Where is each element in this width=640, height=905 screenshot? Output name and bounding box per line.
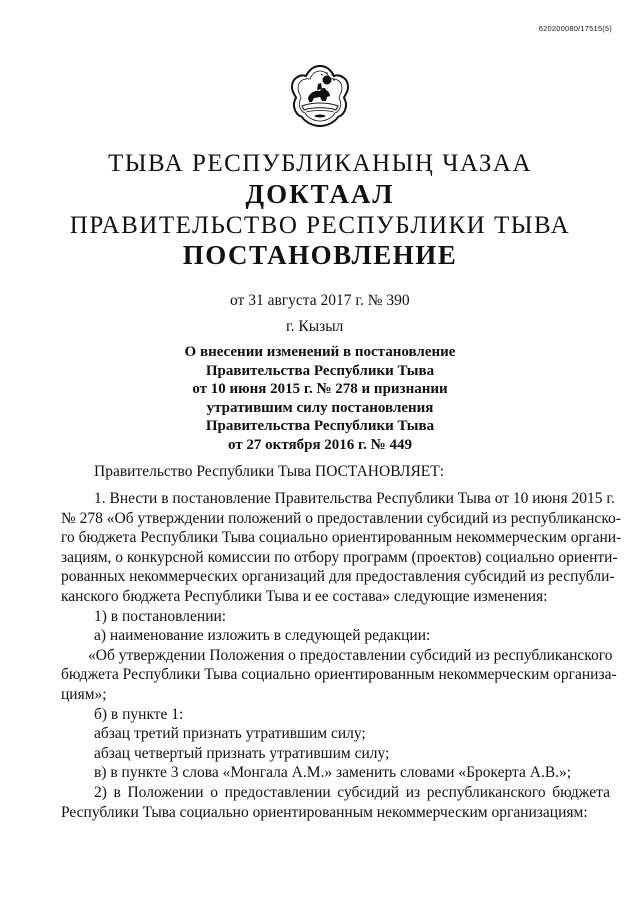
body-line: «Об утверждении Положения о предоставлении субсидий из республиканского [88, 646, 613, 664]
subject-line: от 10 июня 2015 г. № 278 и признании [192, 381, 448, 397]
body-line: б) в пункте 1: [94, 705, 184, 723]
body-line: в) в пункте 3 слова «Монгала А.М.» заменить словами «Брокерта А.В.»; [94, 764, 572, 782]
document-registration-number: 620200080/17515(5) [538, 24, 612, 33]
body-line: бюджета Республики Тыва социально ориентированным некоммерческим организа- [61, 666, 617, 684]
body-line: абзац четвертый признать утратившим силу; [94, 744, 390, 762]
resolution-body [61, 489, 622, 822]
header-russian-government: ПРАВИТЕЛЬСТВО РЕСПУБЛИКИ ТЫВА [69, 212, 571, 239]
subject-line: Правительства Республики Тыва [205, 418, 435, 434]
body-line: 2) в Положении о предоставлении субсидий из республиканского бюджета [94, 783, 610, 801]
body-line: зациям, о конкурсной комиссии по отбору программ (проектов) социально ориенти- [61, 548, 618, 566]
body-line: абзац третий признать утратившим силу; [94, 725, 366, 743]
body-line: Республики Тыва социально ориентированным некоммерческим организациям: [61, 803, 588, 821]
body-line: 1) в постановлении: [94, 607, 227, 625]
body-line: а) наименование изложить в следующей редакции: [94, 627, 431, 645]
body-line: канского бюджета Республики Тыва и ее состава» следующие изменения: [61, 587, 548, 605]
body-line: рованных некоммерческих организаций для предоставления субсидий из республи- [61, 568, 615, 586]
subject-line: Правительства Республики Тыва [205, 362, 435, 379]
body-line: 1. Внести в постановление Правительства Республики Тыва от 10 июня 2015 г. [94, 490, 615, 507]
subject-line: О внесении изменений в постановление [184, 344, 456, 360]
subject-line: от 27 октября 2016 г. № 449 [228, 436, 412, 453]
subject-line: утратившим силу постановления [206, 399, 434, 416]
resolution-city: г. Кызыл [286, 318, 344, 335]
body-line: го бюджета Республики Тыва социально ориентированным некоммерческим органи- [61, 529, 622, 547]
header-tuvan-resolution: ДОКТААЛ [245, 179, 395, 209]
decree-statement: Правительство Республики Тыва ПОСТАНОВЛЯЕТ: [94, 463, 445, 480]
body-line: № 278 «Об утверждении положений о предоставлении субсидий из республиканско- [61, 509, 621, 527]
tuva-coat-of-arms-icon [284, 60, 356, 132]
body-line: циям»; [61, 685, 107, 703]
header-tuvan-government: ТЫВА РЕСПУБЛИКАНЫҢ ЧАЗАА [107, 150, 533, 177]
resolution-date-number: от 31 августа 2017 г. № 390 [230, 292, 410, 309]
resolution-subject [0, 343, 640, 454]
header-russian-resolution: ПОСТАНОВЛЕНИЕ [182, 240, 458, 270]
